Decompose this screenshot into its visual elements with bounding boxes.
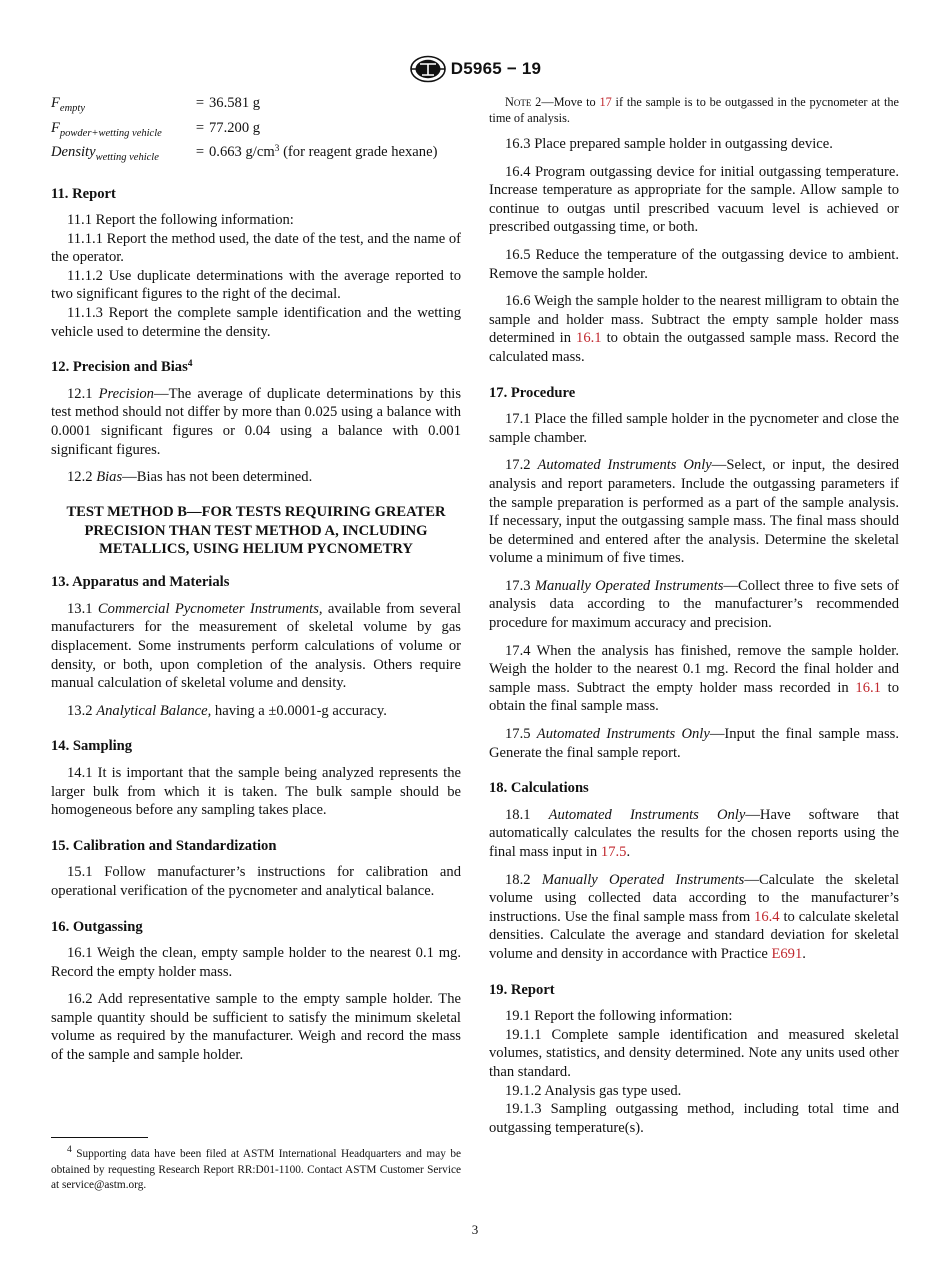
equation-row: $F_{powder+wetting vehicle}$ = 77.200 g (51, 119, 261, 139)
paragraph: 17.1 Place the filled sample holder in the pycnometer and close the sample chamber. (489, 411, 899, 446)
document-designation: D5965 − 19 (450, 58, 542, 78)
note-2: Note 2—Move to 17 if the sample is to be outgassed in the pycnometer at the time of analysis. (489, 95, 900, 125)
equation-row: Density$_{wetting vehicle}$ = 0.663 $g/cm^3$ (for reagent grade hexane) (51, 144, 438, 163)
paragraph: 14.1 It is important that the sample being analyzed represents the larger bulk from which it is taken. The bulk sample should be homogeneous before any sampling takes place. (51, 764, 461, 819)
paragraph: 11.1.3 Report the complete sample identification and the wetting vehicle used to determine the density. (51, 305, 461, 340)
paragraph: 17.2 Automated Instruments Only—Select, or input, the desired analysis and report parameters. Include the outgassing parameters if the sample preparation is performed as a part of the sample analysis. If necessary, input the outgassing sample mass. The final mass should be determined and entered after the analysis. Determine the skeletal volume a minimum of five times. (489, 457, 900, 567)
paragraph: 13.1 Commercial Pycnometer Instruments, available from several manufacturers for the measurement of skeletal volume by gas displacement. Some instruments perform calculations of volume or density, or both, upon completion of the analysis. Others require manual calculation of skeletal volume and density. (51, 600, 461, 692)
equation-block (51, 94, 461, 168)
paragraph: 11.1.1 Report the method used, the date of the test, and the name of the operator. (51, 230, 461, 266)
section-heading: 18. Calculations (489, 780, 589, 797)
paragraph: 13.2 Analytical Balance, having a ±0.0001-g accuracy. (67, 702, 387, 719)
paragraph: 17.3 Manually Operated Instruments—Collect three to five sets of analysis data according to the manufacturer’s recommended procedure for maximum accuracy and precision. (489, 577, 900, 632)
section-heading: 17. Procedure (489, 384, 576, 401)
footnote: $^4$ Supporting data have been filed at ASTM International Headquarters and may be obtained by requesting Research Report RR:D01-1100. Contact ASTM Customer Service at service@astm.org. (51, 1145, 461, 1191)
method-b-title: TEST METHOD B—FOR TESTS REQUIRING GREATER PRECISION THAN TEST METHOD A, INCLUDING METALLICS, USING HELIUM PYCNOMETRY (66, 503, 446, 558)
section-link[interactable]: 17.5 (600, 844, 627, 860)
astm-logo-icon (409, 55, 447, 83)
paragraph: 12.1 Precision—The average of duplicate determinations by this test method should not differ by more than 0.025 using a balance with 0.0001 significant figures or 0.04 using a balance with 0.001 significant figures. (51, 385, 461, 458)
paragraph: 17.5 Automated Instruments Only—Input the final sample mass. Generate the final sample report. (489, 726, 899, 761)
section-heading: 11. Report (51, 185, 116, 202)
right-column (489, 94, 899, 1137)
paragraph: 18.1 Automated Instruments Only—Have software that automatically calculates the results for the chosen reports using the final mass input in 17.5. (489, 806, 899, 860)
paragraph: 16.4 Program outgassing device for initial outgassing temperature. Increase temperature as appropriate for the sample. Allow sample to continue to outgas until prescribed vacuum level is achieved or prescribed outgassing time, or both. (489, 163, 899, 236)
paragraph: 19.1 Report the following information: (505, 1008, 733, 1025)
section-link[interactable]: 16.1 (855, 679, 881, 696)
section-heading: 13. Apparatus and Materials (51, 574, 230, 591)
paragraph: 18.2 Manually Operated Instruments—Calculate the skeletal volume using collected data according to the manufacturer’s instructions. Use the final sample mass from 16.4 to calculate skeletal densities. Calculate the average and standard deviation for skeletal volume and density in accordance with Practice E691. (489, 871, 900, 962)
paragraph: 12.2 Bias—Bias has not been determined. (67, 469, 313, 486)
section-link[interactable]: 16.4 (754, 908, 780, 925)
paragraph: 19.1.3 Sampling outgassing method, including total time and outgassing temperature(s). (489, 1101, 899, 1136)
paragraph: 19.1.1 Complete sample identification and measured skeletal volumes, statistics, and density determined. Note any units used other than standard. (489, 1026, 899, 1080)
paragraph: 16.3 Place prepared sample holder in outgassing device. (505, 136, 833, 152)
equation-row: $F_{empty}$ = 36.581 g (51, 95, 261, 114)
paragraph: 16.6 Weigh the sample holder to the nearest milligram to obtain the sample and holder mass. Subtract the empty sample holder mass determined in 16.1 to obtain the outgassed sample mass. Record the calculated mass. (489, 293, 899, 365)
section-heading: 15. Calibration and Standardization (51, 837, 277, 854)
paragraph: 11.1.2 Use duplicate determinations with the average reported to two significant figures to the right of the decimal. (51, 267, 461, 303)
section-link[interactable]: 17 (599, 95, 612, 109)
paragraph: 16.2 Add representative sample to the empty sample holder. The sample quantity should be sufficient to satisfy the minimum skeletal volume as required by the manufacturer. Weigh and record the mass of the sample and sample holder. (51, 991, 461, 1064)
section-heading: 14. Sampling (51, 738, 133, 755)
paragraph: 16.5 Reduce the temperature of the outgassing device to ambient. Remove the sample holder. (489, 246, 899, 282)
footnote-divider (51, 1137, 148, 1138)
page-header (0, 54, 950, 84)
section-link[interactable]: 16.1 (576, 330, 602, 347)
paragraph: 19.1.2 Analysis gas type used. (505, 1082, 682, 1099)
section-heading: 19. Report (489, 981, 555, 998)
section-heading: 16. Outgassing (51, 918, 143, 935)
page-number: 3 (471, 1222, 479, 1237)
left-column (51, 94, 461, 1065)
paragraph: 17.4 When the analysis has finished, remove the sample holder. Weigh the holder to the nearest 0.1 mg. Record the final holder and sample mass. Subtract the empty holder mass recorded in 16.1 to obtain the final sample mass. (489, 642, 899, 715)
paragraph: 15.1 Follow manufacturer’s instructions for calibration and operational verification of the pycnometer and analytical balance. (51, 864, 461, 899)
paragraph: 16.1 Weigh the clean, empty sample holder to the nearest 0.1 mg. Record the empty holder mass. (51, 945, 461, 980)
footnote-mark: 4 (187, 359, 193, 370)
practice-link[interactable]: E691 (771, 945, 803, 962)
section-heading: 12. Precision and Bias$^4$ (51, 359, 193, 376)
paragraph: 11.1 Report the following information: (67, 212, 294, 229)
